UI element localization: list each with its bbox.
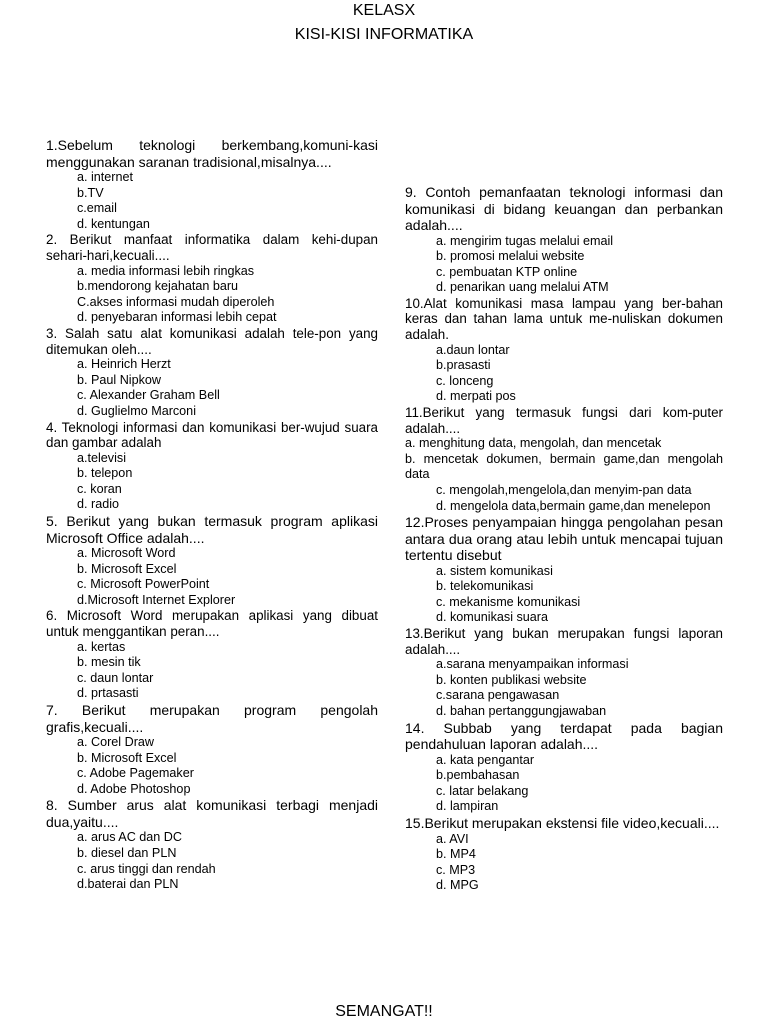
option-2d: d. penyebaran informasi lebih cepat	[77, 310, 277, 325]
option-4a: a.televisi	[77, 450, 126, 465]
option-6d: d. prtasasti	[77, 686, 139, 701]
option-7b: b. Microsoft Excel	[77, 750, 177, 765]
question-7: 7. Berikut merupakan program pengolah grafis,kecuali....	[46, 702, 378, 735]
left-question-column	[46, 137, 378, 893]
question-11: 11.Berikut yang termasuk fungsi dari kom-puter adalah....	[405, 405, 723, 436]
question-10: 10.Alat komunikasi masa lampau yang ber-bahan keras dan tahan lama untuk me-nuliskan dokumen adalah.	[405, 295, 723, 343]
option-3a: a. Heinrich Herzt	[77, 357, 171, 372]
option-1d: d. kentungan	[77, 216, 150, 231]
option-13a: a.sarana menyampaikan informasi	[436, 657, 629, 672]
question-13: 13.Berikut yang bukan merupakan fungsi laporan adalah....	[405, 626, 723, 657]
option-2c: C.akses informasi mudah diperoleh	[77, 294, 275, 309]
option-12c: c. mekanisme komunikasi	[436, 594, 581, 609]
class-heading: KELASX	[352, 2, 416, 19]
document-title: KISI-KISI INFORMATIKA	[294, 26, 474, 43]
question-9: 9. Contoh pemanfaatan teknologi informasi dan komunikasi di bidang keuangan dan perbankan adalah....	[405, 184, 723, 233]
option-14a: a. kata pengantar	[436, 752, 535, 767]
right-question-column	[405, 184, 723, 894]
option-8c: c. arus tinggi dan rendah	[77, 861, 216, 876]
closing-message: SEMANGAT!!	[335, 1003, 433, 1020]
option-13c: c.sarana pengawasan	[436, 688, 560, 703]
option-14d: d. lampiran	[436, 799, 499, 814]
option-2b: b.mendorong kejahatan baru	[77, 279, 239, 294]
option-5b: b. Microsoft Excel	[77, 561, 177, 576]
option-9d: d. penarikan uang melalui ATM	[436, 280, 609, 295]
question-1: 1.Sebelum teknologi berkembang,komuni-kasi menggunakan saranan tradisional,misalnya....	[46, 137, 378, 170]
option-10b: b.prasasti	[436, 358, 491, 373]
option-10a: a.daun lontar	[436, 342, 510, 357]
question-8: 8. Sumber arus alat komunikasi terbagi menjadi dua,yaitu....	[46, 797, 378, 830]
question-6: 6. Microsoft Word merupakan aplikasi yang dibuat untuk menggantikan peran....	[46, 608, 378, 640]
question-3: 3. Salah satu alat komunikasi adalah tele-pon yang ditemukan oleh....	[46, 325, 378, 357]
option-13d: d. bahan pertanggungjawaban	[436, 704, 607, 719]
option-3c: c. Alexander Graham Bell	[77, 388, 220, 403]
option-7d: d. Adobe Photoshop	[77, 781, 191, 796]
question-12: 12.Proses penyampaian hingga pengolahan pesan antara dua orang atau lebih untuk mencapai tujuan tertentu disebut	[405, 514, 723, 564]
option-8b: b. diesel dan PLN	[77, 845, 177, 860]
option-5c: c. Microsoft PowerPoint	[77, 577, 210, 592]
option-12b: b. telekomunikasi	[436, 579, 534, 594]
option-9b: b. promosi melalui website	[436, 249, 585, 264]
option-8a: a. arus AC dan DC	[77, 830, 182, 845]
option-6b: b. mesin tik	[77, 655, 141, 670]
option-15a: a. AVI	[436, 831, 469, 846]
option-9c: c. pembuatan KTP online	[436, 264, 578, 279]
question-2: 2. Berikut manfaat informatika dalam kehi-dupan sehari-hari,kecuali....	[46, 232, 378, 263]
question-14: 14. Subbab yang terdapat pada bagian pendahuluan laporan adalah....	[405, 719, 723, 753]
option-7a: a. Corel Draw	[77, 735, 154, 749]
option-12d: d. komunikasi suara	[436, 610, 548, 625]
option-4b: b. telepon	[77, 466, 133, 481]
question-5: 5. Berikut yang bukan termasuk program aplikasi Microsoft Office adalah....	[46, 513, 378, 546]
option-13b: b. konten publikasi website	[436, 672, 587, 687]
option-1c: c.email	[77, 201, 117, 216]
question-15: 15.Berikut merupakan ekstensi file video,kecuali....	[405, 815, 720, 831]
option-1b: b.TV	[77, 185, 104, 200]
option-14b: b.pembahasan	[436, 768, 520, 783]
option-12a: a. sistem komunikasi	[436, 563, 553, 578]
option-3b: b. Paul Nipkow	[77, 372, 161, 387]
option-8d: d.baterai dan PLN	[77, 877, 179, 892]
option-15b: b. MP4	[436, 847, 476, 862]
option-11c: c. mengolah,mengelola,dan menyim-pan data	[436, 483, 692, 497]
option-5d: d.Microsoft Internet Explorer	[77, 592, 236, 607]
option-11d: d. mengelola data,bermain game,dan menelepon	[436, 498, 711, 513]
option-15d: d. MPG	[436, 878, 479, 893]
option-4c: c. koran	[77, 481, 122, 496]
option-11b: b. mencetak dokumen, bermain game,dan mengolah data	[405, 451, 723, 482]
option-5a: a. Microsoft Word	[77, 546, 176, 561]
option-4d: d. radio	[77, 497, 120, 512]
option-11a: a. menghitung data, mengolah, dan mencetak	[405, 436, 662, 451]
option-2a: a. media informasi lebih ringkas	[77, 263, 255, 278]
option-6c: c. daun lontar	[77, 670, 154, 685]
option-6a: a. kertas	[77, 639, 126, 654]
option-3d: d. Guglielmo Marconi	[77, 403, 196, 418]
option-9a: a. mengirim tugas melalui email	[436, 233, 614, 248]
option-7c: c. Adobe Pagemaker	[77, 766, 194, 781]
question-4: 4. Teknologi informasi dan komunikasi ber-wujud suara dan gambar adalah	[46, 419, 378, 451]
option-1a: a. internet	[77, 170, 134, 184]
option-10c: c. lonceng	[436, 373, 494, 388]
option-14c: c. latar belakang	[436, 783, 529, 798]
option-15c: c. MP3	[436, 862, 476, 877]
option-10d: d. merpati pos	[436, 389, 516, 404]
